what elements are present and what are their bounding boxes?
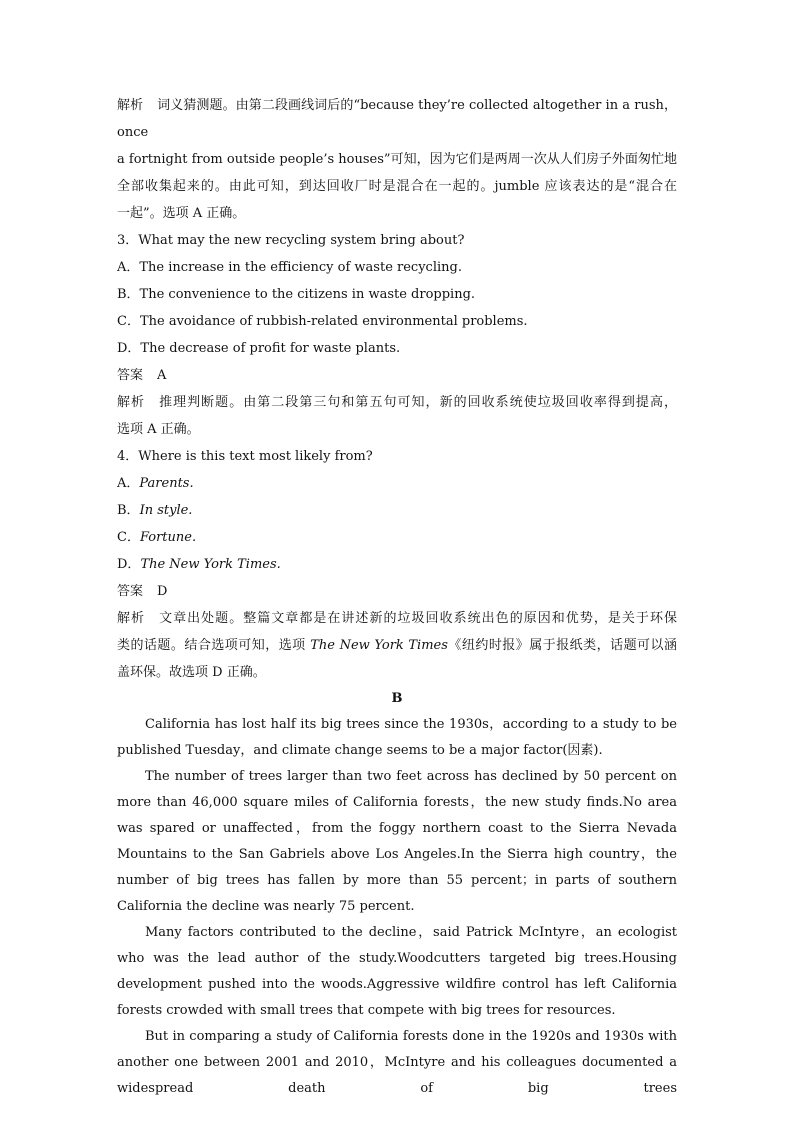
analysis-label: 解析 — [117, 395, 146, 410]
option-c: C．Fortune. — [117, 530, 197, 545]
question-text: 4．Where is this text most likely from? — [117, 449, 373, 464]
answer-line — [117, 362, 677, 389]
analysis-line: 解析 文章出处题。整篇文章都是在讲述新的垃圾回收系统出色的原因和优势，是关于环保 — [117, 611, 677, 626]
option-d: D．The decrease of profit for waste plants. — [117, 341, 401, 356]
passage-paragraph: Many factors contributed to the decline，said Patrick McIntyre，an ecologist who was the lead author of the study.Woodcutters targeted big trees.Housing development pushed into the woods.Aggressive wildfire control has left California forests crowded with small trees that compete with big trees for resources. — [117, 925, 677, 1018]
answer-label: 答案 — [117, 368, 144, 383]
analysis-label: 解析 — [117, 611, 146, 626]
passage-paragraph: California has lost half its big trees since the 1930s，according to a study to be published Tuesday，and climate change seems to be a major factor(因素). — [117, 717, 677, 758]
option-d: D．The New York Times. — [117, 557, 281, 572]
analysis-line: 选项 A 正确。 — [117, 422, 200, 437]
document-page — [117, 92, 677, 1102]
passage-paragraph: But in comparing a study of California forests done in the 1920s and 1930s with another one between 2001 and 2010，McIntyre and his colleagues documented a widespread death of big trees — [117, 1029, 677, 1096]
passage-paragraph: The number of trees larger than two feet across has declined by 50 percent on more than 46,000 square miles of California forests，the new study finds.No area was spared or unaffected，from the foggy northern coast to the Sierra Nevada Mountains to the San Gabriels above Los Angeles.In the Sierra high country，the number of big trees has fallen by more than 55 percent；in parts of southern California the decline was nearly 75 percent. — [117, 769, 677, 914]
option-b: B．In style. — [117, 503, 193, 518]
question-4 — [117, 443, 677, 686]
analysis-label: 解析 — [117, 98, 144, 113]
answer-line — [117, 578, 677, 605]
question-3 — [117, 227, 677, 443]
analysis-line: 盖环保。故选项 D 正确。 — [117, 665, 266, 680]
analysis-line: 解析 词义猜测题。由第二段画线词后的“because they’re collected altogether in a rush，once — [117, 98, 677, 140]
q2-analysis — [117, 92, 677, 227]
option-c: C．The avoidance of rubbish-related environmental problems. — [117, 314, 528, 329]
answer-value: A — [157, 368, 167, 383]
answer-label: 答案 — [117, 584, 144, 599]
option-b: B．The convenience to the citizens in waste dropping. — [117, 287, 476, 302]
analysis-line: 一起”。选项 A 正确。 — [117, 206, 246, 221]
analysis-line: a fortnight from outside people’s houses”可知，因为它们是两周一次从人们房子外面匆忙地 — [117, 152, 677, 167]
option-a: A．Parents. — [117, 476, 194, 491]
analysis-line: 解析 推理判断题。由第二段第三句和第五句可知，新的回收系统使垃圾回收率得到提高， — [117, 395, 677, 410]
option-a: A．The increase in the efficiency of waste recycling. — [117, 260, 462, 275]
analysis-line: 全部收集起来的。由此可知，到达回收厂时是混合在一起的。jumble 应该表达的是“混合在 — [117, 179, 677, 194]
analysis-line: 类的话题。结合选项可知，选项 The New York Times《纽约时报》属于报纸类，话题可以涵 — [117, 638, 677, 653]
passage-b — [117, 686, 677, 1102]
section-heading: B — [391, 691, 403, 706]
answer-value: D — [157, 584, 168, 599]
question-text: 3．What may the new recycling system bring about? — [117, 233, 465, 248]
